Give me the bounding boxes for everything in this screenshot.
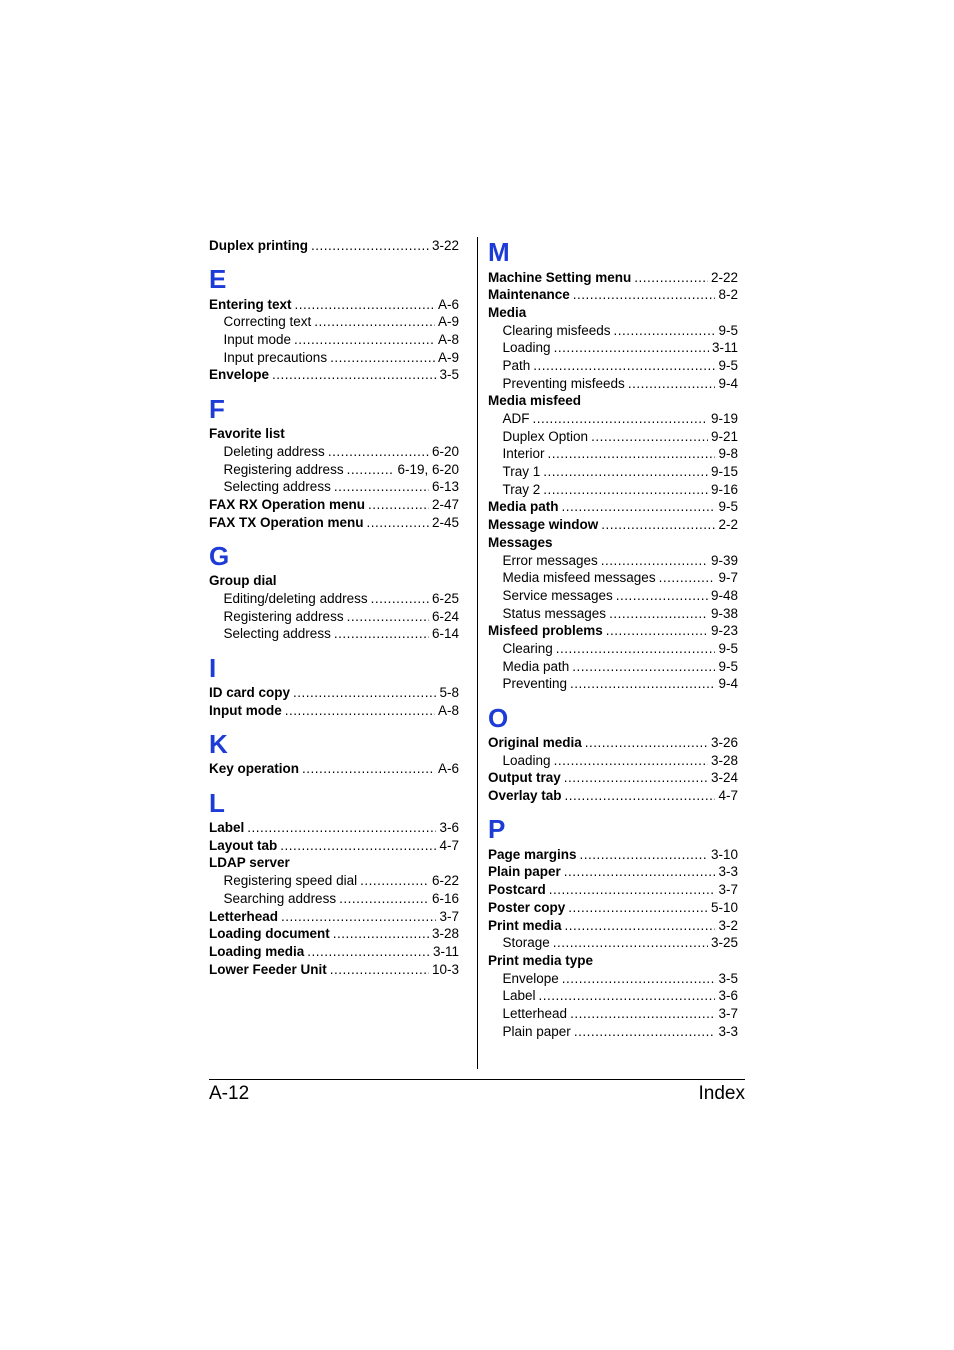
dot-leader [568, 899, 708, 917]
index-entry [209, 854, 459, 872]
index-entry [488, 899, 738, 917]
index-page-ref: 3-11 [432, 943, 459, 959]
index-term: Clearing [502, 640, 553, 656]
dot-leader [606, 622, 708, 640]
index-page-ref: 8-2 [718, 287, 738, 303]
index-entry [488, 516, 738, 534]
dot-leader [330, 349, 435, 367]
index-entry [209, 514, 459, 532]
index-page-ref: 6-19, 6-20 [397, 461, 459, 477]
dot-leader [302, 760, 435, 778]
dot-leader [556, 640, 716, 658]
dot-leader [543, 481, 708, 499]
index-entry [209, 496, 459, 514]
index-letter-heading: I [209, 652, 217, 683]
dot-leader [334, 625, 429, 643]
index-subentry [488, 1023, 738, 1041]
index-subentry [488, 605, 738, 623]
index-term: Duplex Option [502, 428, 589, 444]
index-entry [209, 366, 459, 384]
index-term: ID card copy [209, 685, 291, 700]
index-page-ref: 9-7 [718, 570, 738, 586]
index-page-ref: 3-10 [710, 846, 738, 862]
index-term: Selecting address [223, 479, 331, 495]
index-page-ref: 3-7 [718, 882, 738, 898]
index-page-ref: 3-28 [431, 926, 459, 942]
index-page-ref: A-6 [437, 761, 459, 777]
dot-leader [580, 846, 708, 864]
index-term: Registering address [223, 608, 344, 624]
index-term: Output tray [488, 770, 561, 786]
index-page-ref: 9-4 [718, 676, 738, 692]
index-page-ref: 9-8 [718, 446, 738, 462]
index-entry [488, 286, 738, 304]
index-letter-heading: F [209, 393, 225, 424]
index-page-ref: 3-5 [439, 367, 459, 383]
index-page-ref: 6-16 [431, 890, 459, 906]
index-term: Favorite list [209, 426, 285, 442]
dot-leader [548, 445, 716, 463]
index-subentry [488, 752, 738, 770]
index-term: Print media [488, 917, 562, 933]
dot-leader [294, 331, 435, 349]
index-entry [209, 908, 459, 926]
index-page-ref: 3-5 [718, 970, 738, 986]
index-term: LDAP server [209, 855, 290, 871]
index-entry [209, 237, 459, 255]
index-subentry [488, 640, 738, 658]
index-term: Envelope [502, 970, 559, 986]
index-subentry [488, 934, 738, 952]
index-entry [488, 622, 738, 640]
index-page-ref: 3-7 [439, 908, 459, 924]
index-entry [488, 787, 738, 805]
index-entry [488, 863, 738, 881]
index-page-ref: 9-5 [718, 640, 738, 656]
index-subentry [488, 322, 738, 340]
index-page-ref: 9-15 [710, 464, 738, 480]
index-page-ref: 3-3 [718, 1023, 738, 1039]
index-letter-heading: L [209, 787, 225, 818]
index-term: Page margins [488, 846, 577, 862]
dot-leader [570, 1005, 715, 1023]
index-entry [209, 684, 459, 702]
dot-leader [272, 366, 436, 384]
dot-leader [614, 322, 716, 340]
index-term: Lower Feeder Unit [209, 961, 327, 977]
dot-leader [565, 787, 716, 805]
index-page-ref: 9-5 [718, 499, 738, 515]
index-term: Plain paper [488, 864, 561, 880]
dot-leader [293, 684, 436, 702]
index-term: Duplex printing [209, 238, 308, 253]
index-subentry [488, 658, 738, 676]
index-subentry [488, 481, 738, 499]
index-letter-heading: O [488, 702, 509, 733]
dot-leader [549, 881, 716, 899]
index-term: Storage [502, 935, 550, 951]
index-page-ref: 9-16 [710, 481, 738, 497]
index-entry [488, 952, 738, 970]
index-term: Poster copy [488, 899, 566, 915]
dot-leader [330, 961, 429, 979]
index-term: Machine Setting menu [488, 269, 632, 285]
index-term: Searching address [223, 890, 337, 906]
index-page-ref: 9-39 [710, 552, 738, 568]
index-page-ref: 9-38 [710, 605, 738, 621]
dot-leader [328, 443, 429, 461]
index-term: Misfeed problems [488, 623, 603, 639]
index-page-ref: 5-10 [710, 899, 738, 915]
dot-leader [585, 734, 708, 752]
index-subentry [209, 590, 459, 608]
index-subentry [488, 410, 738, 428]
index-letter-heading: E [209, 264, 227, 295]
dot-leader [601, 516, 715, 534]
index-page-ref: 2-47 [431, 496, 459, 512]
index-entry [488, 917, 738, 935]
index-entry [209, 760, 459, 778]
index-page-ref: 6-13 [431, 479, 459, 495]
index-term: Media [488, 304, 527, 320]
index-page-ref: 4-7 [718, 788, 738, 804]
index-entry [488, 846, 738, 864]
index-term: Correcting text [223, 314, 312, 330]
index-term: Print media type [488, 952, 594, 968]
index-subentry [488, 339, 738, 357]
index-letter-heading: M [488, 237, 510, 267]
dot-leader [609, 605, 708, 623]
index-letter-heading: K [209, 728, 228, 759]
index-entry [209, 425, 459, 443]
index-subentry [488, 675, 738, 693]
dot-leader [347, 608, 429, 626]
dot-leader [564, 863, 716, 881]
index-entry [488, 498, 738, 516]
index-subentry [488, 463, 738, 481]
index-page-ref: 2-2 [718, 517, 738, 533]
index-term: Interior [502, 446, 545, 462]
dot-leader [628, 375, 716, 393]
index-term: Media path [488, 499, 559, 515]
index-subentry [488, 587, 738, 605]
index-page-ref: 2-45 [431, 514, 459, 530]
index-term: Media misfeed [488, 393, 582, 409]
index-subentry [209, 890, 459, 908]
index-term: Overlay tab [488, 788, 562, 804]
index-term: Message window [488, 517, 599, 533]
dot-leader [573, 286, 716, 304]
index-page-ref: A-9 [437, 314, 459, 330]
page-number: A-12 [209, 1083, 250, 1104]
index-term: Label [502, 988, 536, 1004]
index-term: Input mode [209, 702, 282, 718]
index-term: FAX RX Operation menu [209, 496, 366, 512]
dot-leader [564, 769, 708, 787]
index-term: Clearing misfeeds [502, 322, 611, 338]
index-page-ref: 5-8 [439, 685, 459, 700]
index-entry [488, 769, 738, 787]
index-entry [488, 269, 738, 287]
index-page-ref: 9-4 [718, 375, 738, 391]
index-page-ref: 3-2 [718, 917, 738, 933]
index-term: FAX TX Operation menu [209, 514, 364, 530]
index-term: Letterhead [502, 1005, 568, 1021]
index-subentry [488, 445, 738, 463]
dot-leader [360, 872, 429, 890]
index-page-ref: 3-7 [718, 1005, 738, 1021]
dot-leader [574, 1023, 716, 1041]
dot-leader [659, 569, 716, 587]
index-page-ref: 3-25 [710, 935, 738, 951]
dot-leader [307, 943, 430, 961]
index-term: Loading document [209, 926, 330, 942]
index-page-ref: 3-28 [710, 752, 738, 768]
index-term: Registering speed dial [223, 873, 358, 889]
index-term: Key operation [209, 761, 300, 777]
index-column-right [488, 237, 738, 1040]
index-page-ref: 6-20 [431, 443, 459, 459]
index-subentry [209, 331, 459, 349]
index-page-ref: 9-19 [710, 411, 738, 426]
index-term: Tray 1 [502, 464, 541, 480]
dot-leader [333, 925, 429, 943]
index-column-left [209, 237, 459, 978]
index-term: Entering text [209, 296, 292, 312]
index-term: Selecting address [223, 626, 331, 642]
footer-rule [209, 1079, 745, 1080]
index-term: Preventing misfeeds [502, 375, 625, 391]
dot-leader [285, 702, 435, 720]
dot-leader [371, 590, 429, 608]
index-term: Maintenance [488, 287, 570, 303]
dot-leader [368, 496, 429, 514]
index-subentry [488, 375, 738, 393]
dot-leader [634, 269, 708, 287]
index-term: Messages [488, 534, 553, 550]
index-entry [209, 702, 459, 720]
index-page-ref: A-8 [437, 332, 459, 348]
index-entry [209, 296, 459, 314]
index-page-ref: 9-5 [718, 658, 738, 674]
index-term: Loading [502, 340, 551, 356]
index-entry [209, 943, 459, 961]
index-term: Loading media [209, 943, 305, 959]
index-term: Path [502, 357, 531, 373]
index-term: Media misfeed messages [502, 570, 656, 586]
index-page-ref: 3-6 [439, 820, 459, 836]
index-term: Registering address [223, 461, 344, 477]
dot-leader [314, 313, 435, 331]
dot-leader [572, 658, 715, 676]
index-page-ref: 6-24 [431, 608, 459, 624]
index-subentry [209, 608, 459, 626]
dot-leader [562, 970, 716, 988]
section-title: Index [698, 1083, 745, 1104]
dot-leader [591, 428, 708, 446]
dot-leader [601, 552, 708, 570]
index-entry [209, 925, 459, 943]
index-term: Envelope [209, 367, 270, 383]
index-entry [488, 392, 738, 410]
dot-leader [295, 296, 435, 314]
index-entry [488, 534, 738, 552]
index-page-ref: 9-5 [718, 322, 738, 338]
index-subentry [488, 970, 738, 988]
index-page-ref: 3-6 [718, 988, 738, 1004]
index-term: Editing/deleting address [223, 590, 368, 606]
index-subentry [488, 357, 738, 375]
dot-leader [616, 587, 708, 605]
index-letter-heading: G [209, 540, 230, 571]
index-term: Group dial [209, 573, 277, 589]
index-term: Loading [502, 752, 551, 768]
index-term: Status messages [502, 605, 607, 621]
index-page-ref: 9-21 [710, 428, 738, 444]
index-page-ref: 2-22 [710, 269, 738, 285]
index-subentry [488, 569, 738, 587]
index-term: ADF [502, 411, 530, 426]
dot-leader [554, 339, 709, 357]
index-page-ref: 6-25 [431, 590, 459, 606]
dot-leader [334, 478, 429, 496]
dot-leader [553, 934, 708, 952]
index-page-ref: 9-48 [710, 587, 738, 603]
index-term: Input precautions [223, 349, 328, 365]
index-page-ref: A-9 [437, 349, 459, 365]
index-subentry [209, 478, 459, 496]
index-page-ref: 4-7 [439, 837, 459, 853]
index-page-ref: 10-3 [431, 961, 459, 977]
index-subentry [488, 552, 738, 570]
index-term: Media path [502, 658, 570, 674]
index-page-ref: 3-24 [710, 770, 738, 786]
dot-leader [533, 357, 715, 375]
index-page-ref: 9-5 [718, 357, 738, 373]
column-divider [477, 237, 478, 1069]
dot-leader [367, 514, 429, 532]
index-term: Error messages [502, 552, 598, 568]
index-subentry [209, 461, 459, 479]
index-entry [488, 304, 738, 322]
index-page-ref: 6-14 [431, 626, 459, 642]
index-term: Service messages [502, 587, 613, 603]
index-term: Postcard [488, 882, 546, 898]
dot-leader [539, 987, 716, 1005]
index-term: Label [209, 820, 245, 836]
index-entry [209, 837, 459, 855]
index-subentry [488, 1005, 738, 1023]
dot-leader [570, 675, 715, 693]
index-term: Plain paper [502, 1023, 571, 1039]
dot-leader [543, 463, 708, 481]
index-subentry [488, 987, 738, 1005]
index-subentry [209, 872, 459, 890]
dot-leader [280, 837, 436, 855]
index-entry [209, 819, 459, 837]
index-page-ref: 6-22 [431, 873, 459, 889]
dot-leader [554, 752, 708, 770]
index-subentry [209, 349, 459, 367]
dot-leader [347, 461, 395, 479]
index-page-ref: A-6 [437, 296, 459, 312]
index-page-ref: 3-22 [431, 238, 459, 253]
dot-leader [311, 237, 429, 255]
index-page-ref: 9-23 [710, 623, 738, 639]
index-page-ref: 3-3 [718, 864, 738, 880]
index-entry [488, 881, 738, 899]
index-page-ref: 3-11 [711, 340, 738, 356]
index-term: Original media [488, 735, 582, 750]
index-entry [488, 734, 738, 752]
index-letter-heading: P [488, 814, 506, 845]
index-term: Deleting address [223, 443, 325, 459]
index-page-ref: A-8 [437, 702, 459, 718]
dot-leader [533, 410, 708, 428]
index-term: Preventing [502, 676, 568, 692]
dot-leader [247, 819, 436, 837]
index-subentry [209, 443, 459, 461]
index-page-ref: 3-26 [710, 735, 738, 750]
index-term: Input mode [223, 332, 292, 348]
index-subentry [209, 313, 459, 331]
index-entry [209, 961, 459, 979]
index-subentry [209, 625, 459, 643]
dot-leader [565, 917, 716, 935]
index-term: Letterhead [209, 908, 279, 924]
index-term: Tray 2 [502, 481, 541, 497]
dot-leader [281, 908, 436, 926]
index-term: Layout tab [209, 837, 278, 853]
dot-leader [562, 498, 716, 516]
dot-leader [339, 890, 429, 908]
index-subentry [488, 428, 738, 446]
index-entry [209, 572, 459, 590]
